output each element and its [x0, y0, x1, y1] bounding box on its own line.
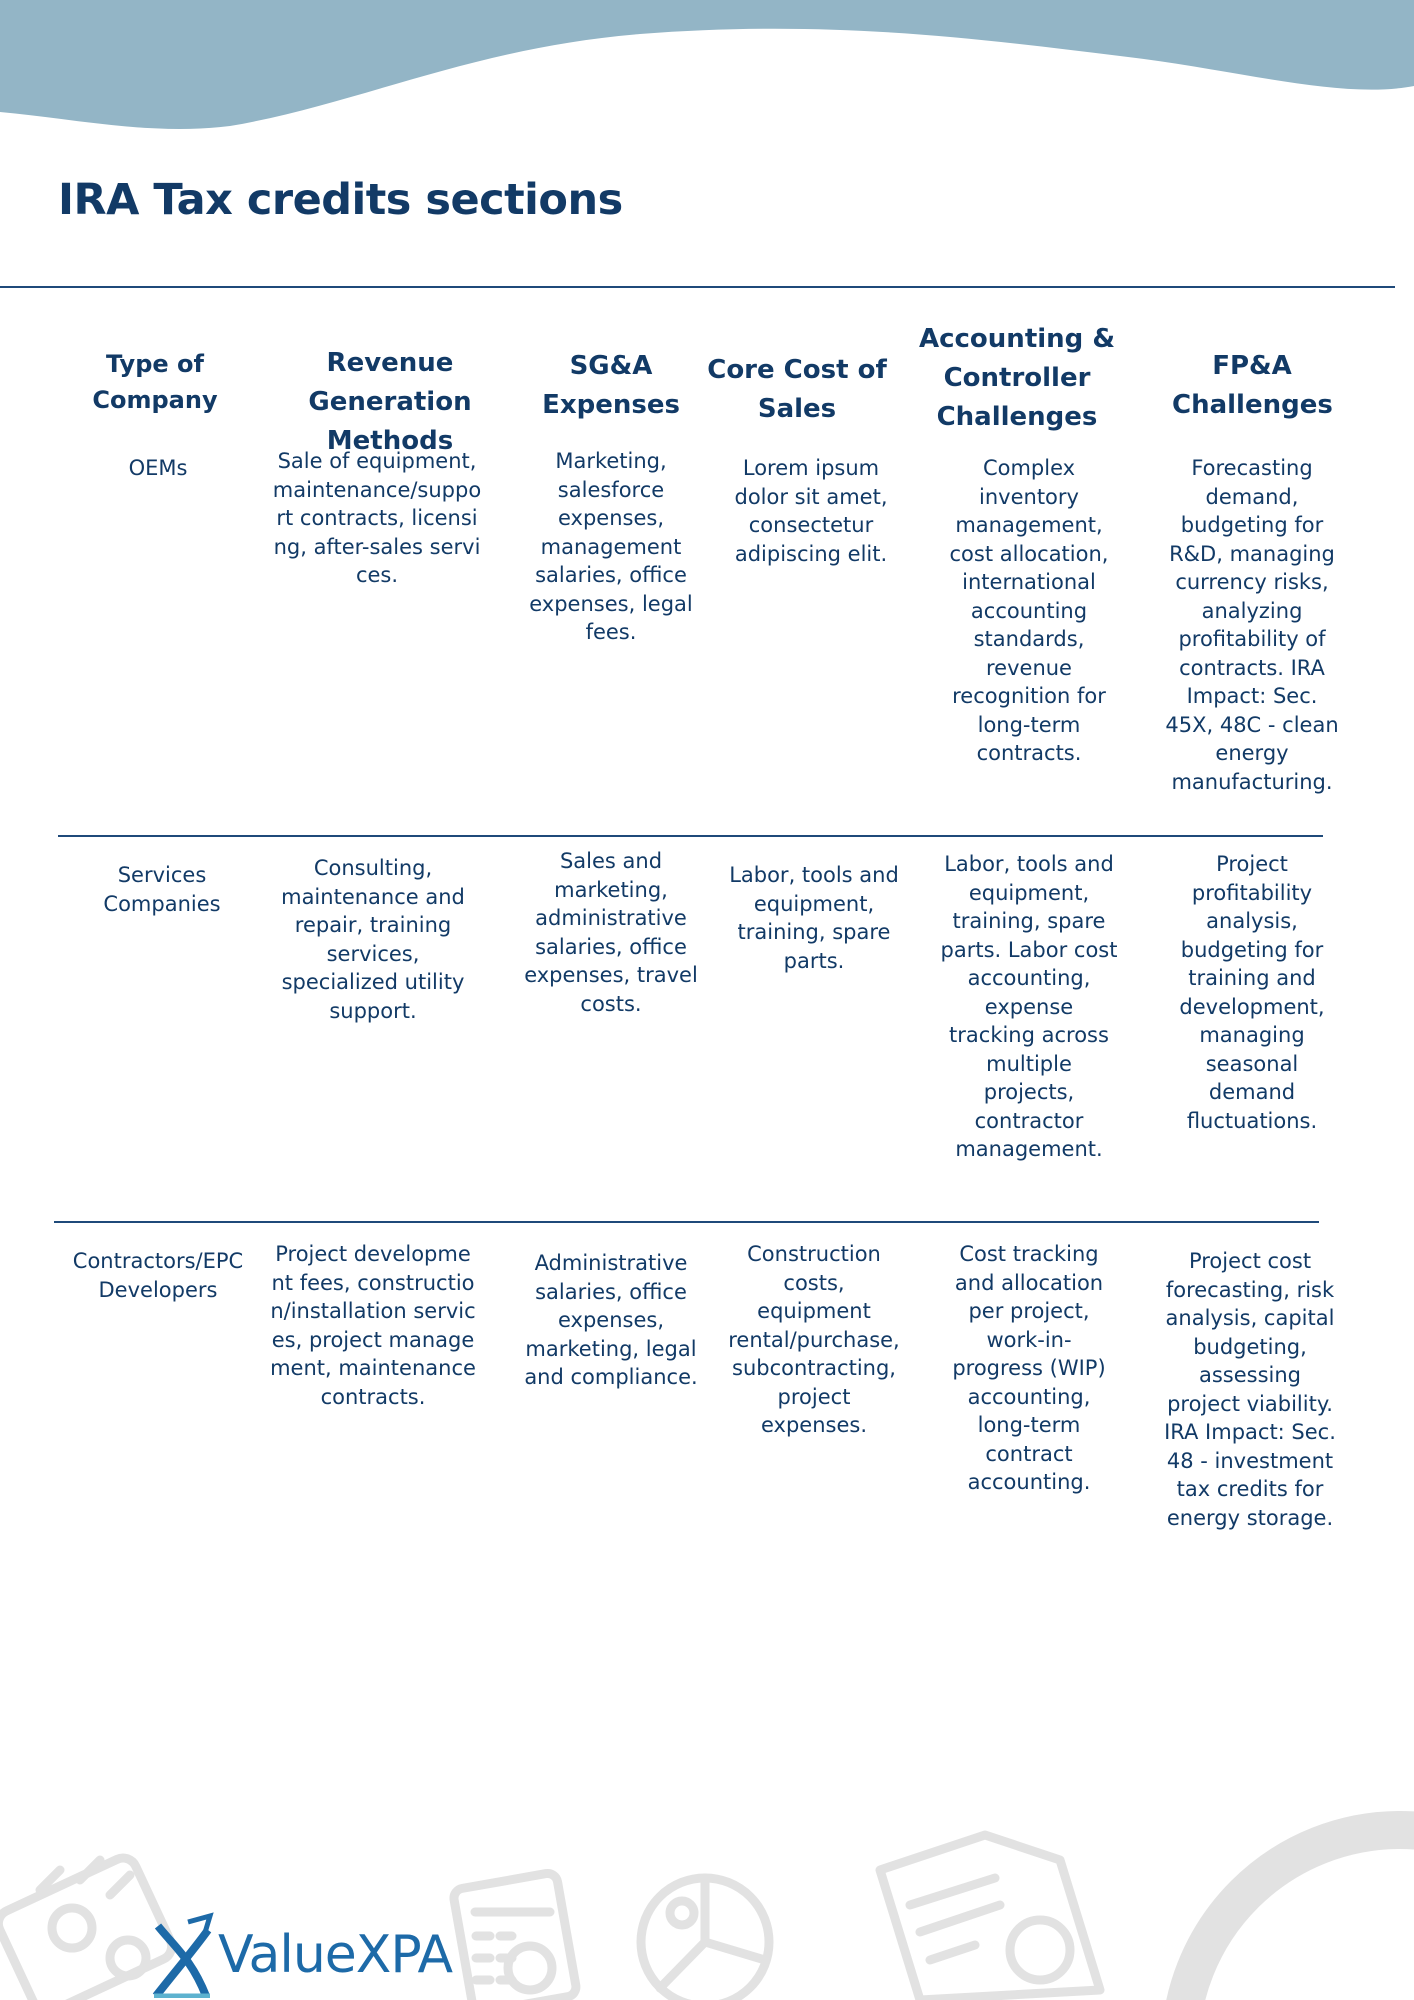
row-oems-cost: Lorem ipsum dolor sit amet, consectetur adipiscing elit.: [734, 456, 888, 566]
row-contractors-revenue: Project development fees, construction/installation services, project management, maintenance contracts.: [270, 1242, 476, 1409]
header-type-of-company: Type of Company: [92, 350, 218, 414]
row-services-cost: Labor, tools and equipment, training, spare parts.: [729, 863, 899, 973]
row-services-fpa: Project profitability analysis, budgeting for training and development, managing seasonal demand fluctuations.: [1179, 852, 1325, 1133]
row-divider-2: [54, 1221, 1319, 1223]
row-divider-1: [58, 835, 1323, 837]
header-revenue-generation-methods: Revenue Generation Methods: [308, 348, 472, 456]
calculator-icon: [452, 1872, 577, 2000]
row-contractors-cost: Construction costs, equipment rental/purchase, subcontracting, project expenses.: [728, 1242, 900, 1437]
row-services-type: Services Companies: [103, 863, 221, 916]
document-dollar-icon: [880, 1835, 1100, 2000]
row-contractors-sga: Administrative salaries, office expenses, marketing, legal and compliance.: [524, 1251, 698, 1389]
header-accounting-controller-challenges: Accounting & Controller Challenges: [918, 324, 1115, 432]
row-contractors-accounting: Cost tracking and allocation per project, work-in-progress (WIP) accounting, long-term contract accounting.: [952, 1242, 1106, 1494]
row-contractors-type: Contractors/EPC Developers: [72, 1249, 244, 1302]
row-oems-sga: Marketing, salesforce expenses, management salaries, office expenses, legal fees.: [529, 449, 693, 644]
row-oems-type: OEMs: [128, 456, 188, 480]
row-oems-revenue: Sale of equipment, maintenance/support contracts, licensing, after-sales services.: [272, 449, 482, 587]
header-fpa-challenges: FP&A Challenges: [1172, 351, 1333, 420]
row-oems-fpa: Forecasting demand, budgeting for R&D, managing currency risks, analyzing profitability of contracts. IRA Impact: Sec. 45X, 48C - clean energy manufacturing.: [1165, 456, 1339, 794]
row-contractors-fpa: Project cost forecasting, risk analysis, capital budgeting, assessing project viability. IRA Impact: Sec. 48 - investment tax credits for energy storage.: [1164, 1249, 1336, 1530]
row-services-accounting: Labor, tools and equipment, training, spare parts. Labor cost accounting, expense tracking across multiple projects, contractor management.: [940, 852, 1118, 1161]
row-services-revenue: Consulting, maintenance and repair, training services, specialized utility support.: [281, 856, 465, 1023]
dollar-coin-icon: [1180, 1830, 1414, 2000]
header-sga-expenses: SG&A Expenses: [542, 351, 680, 420]
header-wave: [0, 0, 1414, 140]
header-core-cost-of-sales: Core Cost of Sales: [707, 355, 887, 424]
row-oems-accounting: Complex inventory management, cost allocation, international accounting standards, revenue recognition for long-term contracts.: [949, 456, 1109, 765]
brand-logo: [148, 1912, 452, 1998]
brand-logo-text: ValueXPA: [218, 1925, 453, 1985]
row-services-sga: Sales and marketing, administrative salaries, office expenses, travel costs.: [524, 849, 698, 1016]
pie-chart-icon: [641, 1878, 769, 2000]
page-title: IRA Tax credits sections: [58, 175, 623, 225]
brand-logo-mark: [148, 1912, 218, 1998]
title-divider: [0, 286, 1395, 288]
